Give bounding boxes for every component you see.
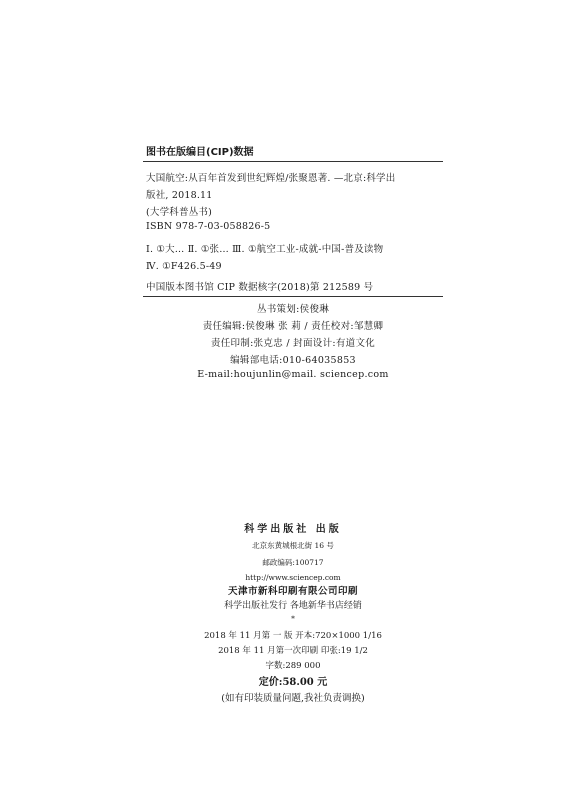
cip-line-title: 大国航空:从百年首发到世纪辉煌/张聚恩著. —北京:科学出 bbox=[146, 173, 396, 184]
cip-line-publisher: 版社, 2018.11 bbox=[146, 190, 213, 201]
editorial-email: E-mail:houjunlin@mail. sciencep.com bbox=[197, 369, 389, 380]
press-name: 科学出版社 出版 bbox=[244, 524, 342, 535]
distribution: 科学出版社发行 各地新华书店经销 bbox=[224, 601, 362, 611]
price: 定价:58.00 元 bbox=[258, 677, 328, 688]
cip-line-isbn: ISBN 978-7-03-058826-5 bbox=[146, 221, 271, 232]
cip-line-registration: 中国版本图书馆 CIP 数据核字(2018)第 212589 号 bbox=[146, 282, 374, 293]
press-address: 北京东黄城根北街 16 号 bbox=[252, 541, 334, 550]
editorial-phone: 编辑部电话:010-64035853 bbox=[230, 355, 356, 366]
cip-line-series: (大学科普丛书) bbox=[146, 207, 213, 218]
cip-line-classification: Ⅳ. ①F426.5-49 bbox=[146, 261, 222, 272]
cip-line-subjects: Ⅰ. ①大… Ⅱ. ①张… Ⅲ. ①航空工业-成就-中国-普及读物 bbox=[146, 244, 384, 255]
responsible-print: 责任印制:张克忠 / 封面设计:有道文化 bbox=[210, 338, 376, 349]
edition-info: 2018 年 11 月第 一 版 开本:720×1000 1/16 bbox=[204, 631, 382, 641]
cip-bottom-rule bbox=[143, 296, 443, 297]
printer: 天津市新科印刷有限公司印刷 bbox=[227, 586, 358, 597]
series-planner: 丛书策划:侯俊琳 bbox=[256, 304, 330, 315]
postcode: 邮政编码:100717 bbox=[262, 558, 324, 567]
separator-star: * bbox=[291, 614, 295, 623]
responsible-editors: 责任编辑:侯俊琳 张 莉 / 责任校对:邹慧卿 bbox=[202, 321, 384, 332]
quality-notice: (如有印装质量问题,我社负责调换) bbox=[221, 693, 365, 704]
printing-info: 2018 年 11 月第一次印刷 印张:19 1/2 bbox=[218, 646, 368, 656]
cip-title: 图书在版编目(CIP)数据 bbox=[146, 147, 254, 158]
press-website: http://www.sciencep.com bbox=[245, 573, 341, 582]
word-count: 字数:289 000 bbox=[265, 661, 321, 671]
cip-top-rule bbox=[143, 161, 443, 162]
